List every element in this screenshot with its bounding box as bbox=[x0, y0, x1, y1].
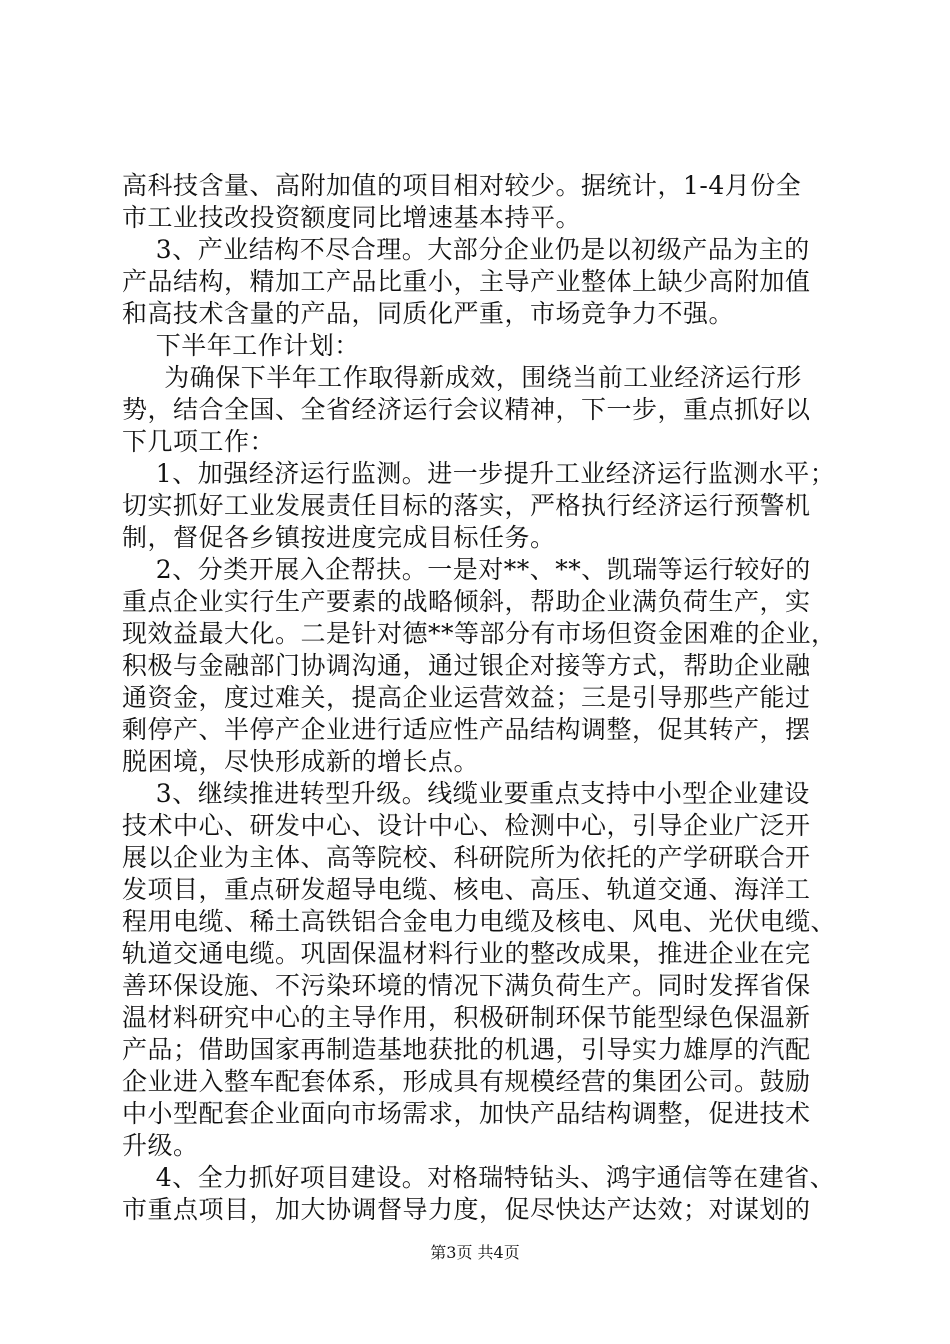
paragraph-continuation: 高科技含量、高附加值的项目相对较少。据统计，1-4月份全 市工业技改投资额度同比增速基本持平。 bbox=[122, 171, 802, 232]
paragraph-item-3-upgrade: 3、继续推进转型升级。线缆业要重点支持中小型企业建设 技术中心、研发中心、设计中心、检测中心，引导企业广泛开 展以企业为主体、高等院校、科研院所为依托的产学研联合开 发项目，重点研发超导电缆、核电、高压、轨道交通、海洋工 程用电缆、稀土高铁铝合金电力电缆及核电、风电、光伏电缆、 轨道交通电缆。巩固保温材料行业的整改成果，推进企业在完 善环保设施、不污染环境的情况下满负荷生产。同时发挥省保 温材料研究中心的主导作用，积极研制环保节能型绿色保温新 产品；借助国家再制造基地获批的机遇，引导实力雄厚的汽配 企业进入整车配套体系，形成具有规模经营的集团公司。鼓励 中小型配套企业面向市场需求，加快产品结构调整，促进技术 升级。 bbox=[122, 779, 837, 1160]
page-footer bbox=[0, 1243, 950, 1263]
paragraph-item-2-assistance: 2、分类开展入企帮扶。一是对**、**、凯瑞等运行较好的 重点企业实行生产要素的战略倾斜，帮助企业满负荷生产，实 现效益最大化。二是针对德**等部分有市场但资金困难的企业， 积极与金融部门协调沟通，通过银企对接等方式，帮助企业融 通资金，度过难关，提高企业运营效益；三是引导那些产能过 剩停产、半停产企业进行适应性产品结构调整，促其转产，摆 脱困境，尽快形成新的增长点。 bbox=[122, 555, 837, 776]
paragraph-industrial-structure: 3、产业结构不尽合理。大部分企业仍是以初级产品为主的 产品结构，精加工产品比重小，主导产业整体上缺少高附加值 和高技术含量的产品，同质化严重，市场竞争力不强。 bbox=[122, 235, 811, 328]
paragraph-plan-heading: 下半年工作计划： bbox=[122, 331, 360, 360]
paragraph-plan-intro: 为确保下半年工作取得新成效，围绕当前工业经济运行形 势，结合全国、全省经济运行会议精神，下一步，重点抓好以 下几项工作： bbox=[122, 363, 811, 456]
page-number-label: 第3页 共4页 bbox=[430, 1243, 520, 1262]
paragraph-item-1-monitoring: 1、加强经济运行监测。进一步提升工业经济运行监测水平； 切实抓好工业发展责任目标的落实，严格执行经济运行预警机 制，督促各乡镇按进度完成目标任务。 bbox=[122, 459, 836, 552]
document-body bbox=[122, 170, 842, 1226]
paragraph-item-4-projects: 4、全力抓好项目建设。对格瑞特钻头、鸿宇通信等在建省、 市重点项目，加大协调督导力度，促尽快达产达效；对谋划的 bbox=[122, 1163, 836, 1224]
